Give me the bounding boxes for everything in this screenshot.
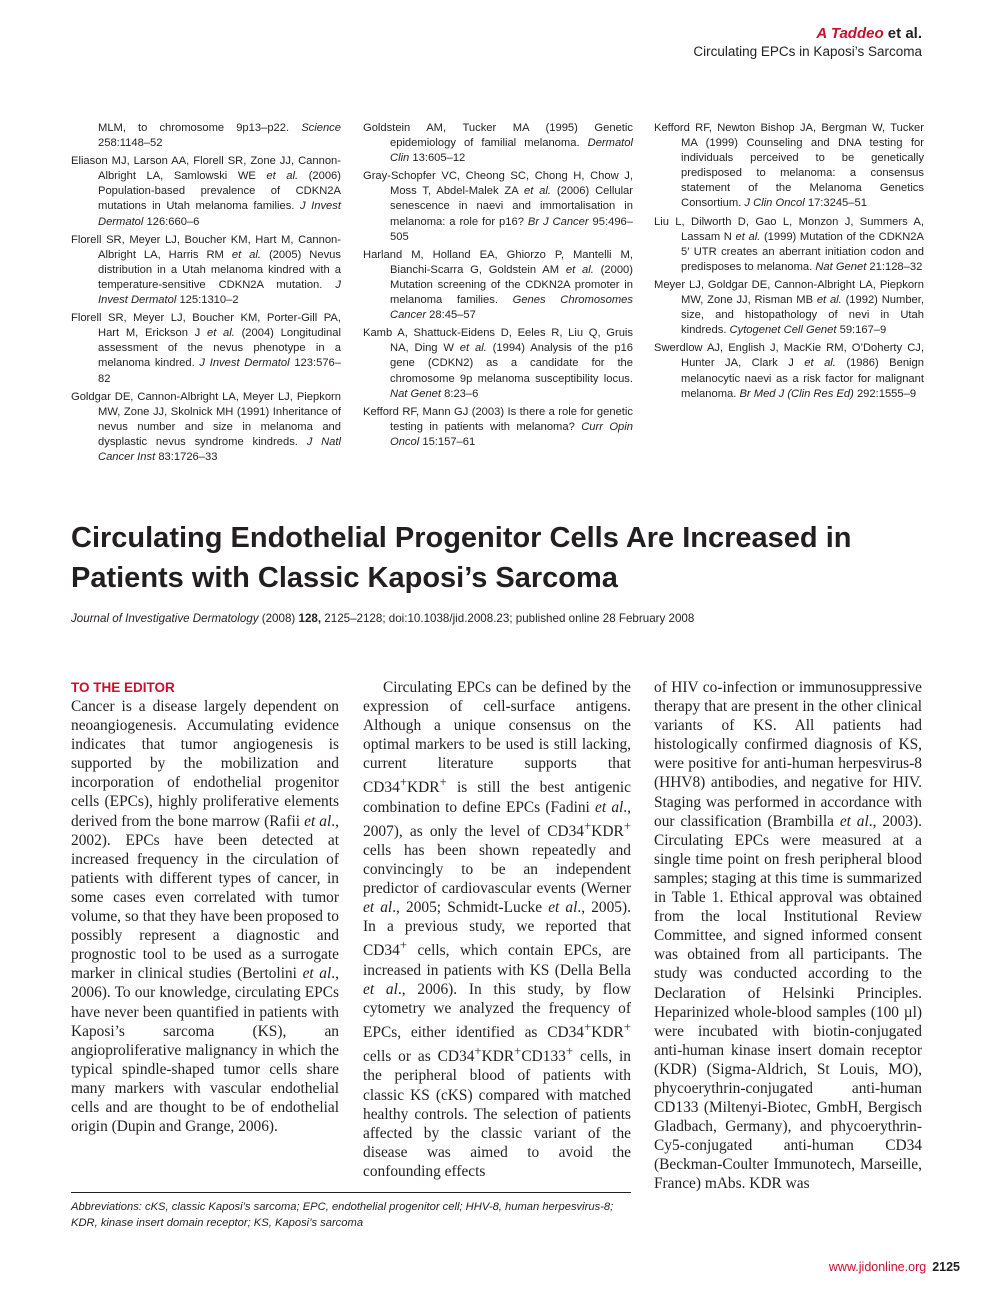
references-column-1 bbox=[71, 121, 341, 468]
abbreviations-footnote: Abbreviations: cKS, classic Kaposi’s sarcoma; EPC, endothelial progenitor cell; HHV-8, human herpesvirus-8; KDR, kinase insert domain receptor; KS, Kaposi’s sarcoma bbox=[71, 1201, 614, 1229]
article-title: Circulating Endothelial Progenitor Cells Are Increased in Patients with Classic Kaposi’s Sarcoma bbox=[71, 522, 852, 594]
body-column-2 bbox=[363, 678, 631, 1181]
reference-entry: Swerdlow AJ, English J, MacKie RM, O’Doherty CJ, Hunter JA, Clark J et al. (1986) Benign melanocytic naevi as a risk factor for malignant melanoma. Br Med J (Clin Res Ed) 292:1555–9 bbox=[654, 342, 924, 400]
running-head bbox=[693, 24, 922, 61]
body-column-1 bbox=[71, 678, 339, 1136]
reference-entry: Florell SR, Meyer LJ, Boucher KM, Hart M, Cannon-Albright LA, Harris RM et al. (2005) Nevus distribution in a Utah melanoma kindred with a temperature-sensitive CDKN2A mutation. J Invest Dermatol 125:1310–2 bbox=[71, 233, 341, 307]
reference-entry: Gray-Schopfer VC, Cheong SC, Chong H, Chow J, Moss T, Abdel-Malek ZA et al. (2006) Cellular senescence in naevi and immortalisation in melanoma: a role for p16? Br J Cancer 95:496–505 bbox=[363, 170, 634, 243]
references-column-2 bbox=[363, 121, 633, 453]
references-column-3 bbox=[654, 121, 924, 405]
reference-entry: MLM, to chromosome 9p13–p22. Science 258:1148–52 bbox=[98, 122, 341, 150]
body-column-3 bbox=[654, 678, 922, 1194]
journal-url-link[interactable]: www.jidonline.org bbox=[828, 1260, 927, 1274]
body-paragraph: Circulating EPCs can be defined by the expression of cell-surface antigens. Although a unique consensus on the optimal markers to be used is still lacking, current literature supports that CD34+KDR+ is still the best antigenic combination to define EPCs (Fadini et al., 2007), as only the level of CD34+KDR+ cells has been shown repeatedly and convincingly to be an independent predictor of cardiovascular events (Werner et al., 2005; Schmidt-Lucke et al., 2005). In a previous study, we reported that CD34+ cells, which contain EPCs, are increased in patients with KS (Della Bella et al., 2006). In this study, by flow cytometry we analyzed the frequency of EPCs, either identified as CD34+KDR+ cells or as CD34+KDR+CD133+ cells, in the peripheral blood of patients with classic KS (cKS) compared with matched healthy controls. The selection of patients affected by the classic variant of the disease was aimed to avoid the confounding effects bbox=[363, 679, 631, 1180]
article-citation: Journal of Investigative Dermatology (2008) 128, 2125–2128; doi:10.1038/jid.2008.23; published online 28 February 2008 bbox=[71, 612, 695, 625]
body-paragraph: Cancer is a disease largely dependent on neoangiogenesis. Accumulating evidence indicates that tumor angiogenesis is supported by the mobilization and incorporation of endothelial progenitor cells (EPCs), highly proliferative elements derived from the bone marrow (Rafii et al., 2002). EPCs have been detected at increased frequency in the circulation of patients with different types of cancer, in some cases even correlated with tumor volume, so that they have been proposed to possibly represent a diagnostic and prognostic tool to be used as a surrogate marker in clinical studies (Bertolini et al., 2006). To our knowledge, circulating EPCs have never been quantified in patients with Kaposi’s sarcoma (KS), an angioproliferative malignancy in which the typical spindle-shaped tumor cells share many markers with vascular endothelial cells and are thought to be of endothelial origin (Dupin and Grange, 2006). bbox=[71, 698, 339, 1136]
reference-entry: Meyer LJ, Goldgar DE, Cannon-Albright LA, Piepkorn MW, Zone JJ, Risman MB et al. (1992) Number, size, and histopathology of nevi in Utah kindreds. Cytogenet Cell Genet 59:167–9 bbox=[654, 278, 924, 337]
reference-entry: Florell SR, Meyer LJ, Boucher KM, Porter-Gill PA, Hart M, Erickson J et al. (2004) Longitudinal assessment of the nevus phenotype in a melanoma kindred. J Invest Dermatol 123:576–82 bbox=[71, 312, 341, 385]
reference-entry: Kefford RF, Mann GJ (2003) Is there a role for genetic testing in patients with melanoma? Curr Opin Oncol 15:157–61 bbox=[363, 405, 633, 448]
reference-entry: Kefford RF, Newton Bishop JA, Bergman W, Tucker MA (1999) Counseling and DNA testing for individuals perceived to be genetically predisposed to melanoma: a consensus statement of the Melanoma Genetics Consortium. J Clin Oncol 17:3245–51 bbox=[654, 122, 924, 210]
reference-entry: Liu L, Dilworth D, Gao L, Monzon J, Summers A, Lassam N et al. (1999) Mutation of the CDKN2A 5′ UTR creates an aberrant initiation codon and predisposes to melanoma. Nat Genet 21:128–32 bbox=[654, 215, 924, 273]
footnote-rule bbox=[71, 1192, 631, 1193]
reference-entry: Kamb A, Shattuck-Eidens D, Eeles R, Liu Q, Gruis NA, Ding W et al. (1994) Analysis of the p16 gene (CDKN2) as a candidate for the chromosome 9p melanoma susceptibility locus. Nat Genet 8:23–6 bbox=[363, 327, 634, 400]
running-head-title: Circulating EPCs in Kaposi’s Sarcoma bbox=[693, 44, 922, 59]
reference-entry: Goldstein AM, Tucker MA (1995) Genetic epidemiology of familial melanoma. Dermatol Clin 13:605–12 bbox=[363, 122, 633, 165]
body-paragraph: of HIV co-infection or immunosuppressive therapy that are present in the other clinical variants of KS. All patients had histologically confirmed diagnosis of KS, were positive for anti-human herpesvirus-8 (HHV8) antibodies, and negative for HIV. Staging was performed in accordance with our classification (Brambilla et al., 2003). Circulating EPCs were measured at a single time point on fresh peripheral blood samples; staging at this time is summarized in Table 1. Ethical approval was obtained from the local Institutional Review Committee, and signed informed consent was obtained from all participants. The study was conducted according to the Declaration of Helsinki Principles. Heparinized whole-blood samples (100 µl) were incubated with biotin-conjugated anti-human kinase insert domain receptor (KDR) (Sigma-Aldrich, St Louis, MO), phycoerythrin-conjugated anti-human CD133 (Miltenyi-Biotec, GmbH, Bergisch Gladbach, Germany), and phycoerythrin-Cy5-conjugated anti-human CD34 (Beckman-Coulter Immunotech, Marseille, France) mAbs. KDR was bbox=[654, 679, 922, 1193]
reference-entry: Harland M, Holland EA, Ghiorzo P, Mantelli M, Bianchi-Scarra G, Goldstein AM et al. (2000) Mutation screening of the CDKN2A promoter in melanoma families. Genes Chromosomes Cancer 28:45–57 bbox=[363, 248, 634, 322]
section-heading: TO THE EDITOR bbox=[71, 680, 175, 695]
page-number: 2125 bbox=[932, 1260, 960, 1274]
page-footer bbox=[829, 1260, 960, 1274]
reference-entry: Eliason MJ, Larson AA, Florell SR, Zone JJ, Cannon-Albright LA, Samlowski WE et al. (2006) Population-based prevalence of CDKN2A mutations in Utah melanoma families. J Invest Dermatol 126:660–6 bbox=[71, 155, 341, 228]
reference-entry: Goldgar DE, Cannon-Albright LA, Meyer LJ, Piepkorn MW, Zone JJ, Skolnick MH (1991) Inheritance of nevus number and size in melanoma and dysplastic nevus syndrome kindreds. J Natl Cancer Inst 83:1726–33 bbox=[71, 390, 341, 463]
running-head-authors: A Taddeo et al. bbox=[816, 25, 922, 42]
